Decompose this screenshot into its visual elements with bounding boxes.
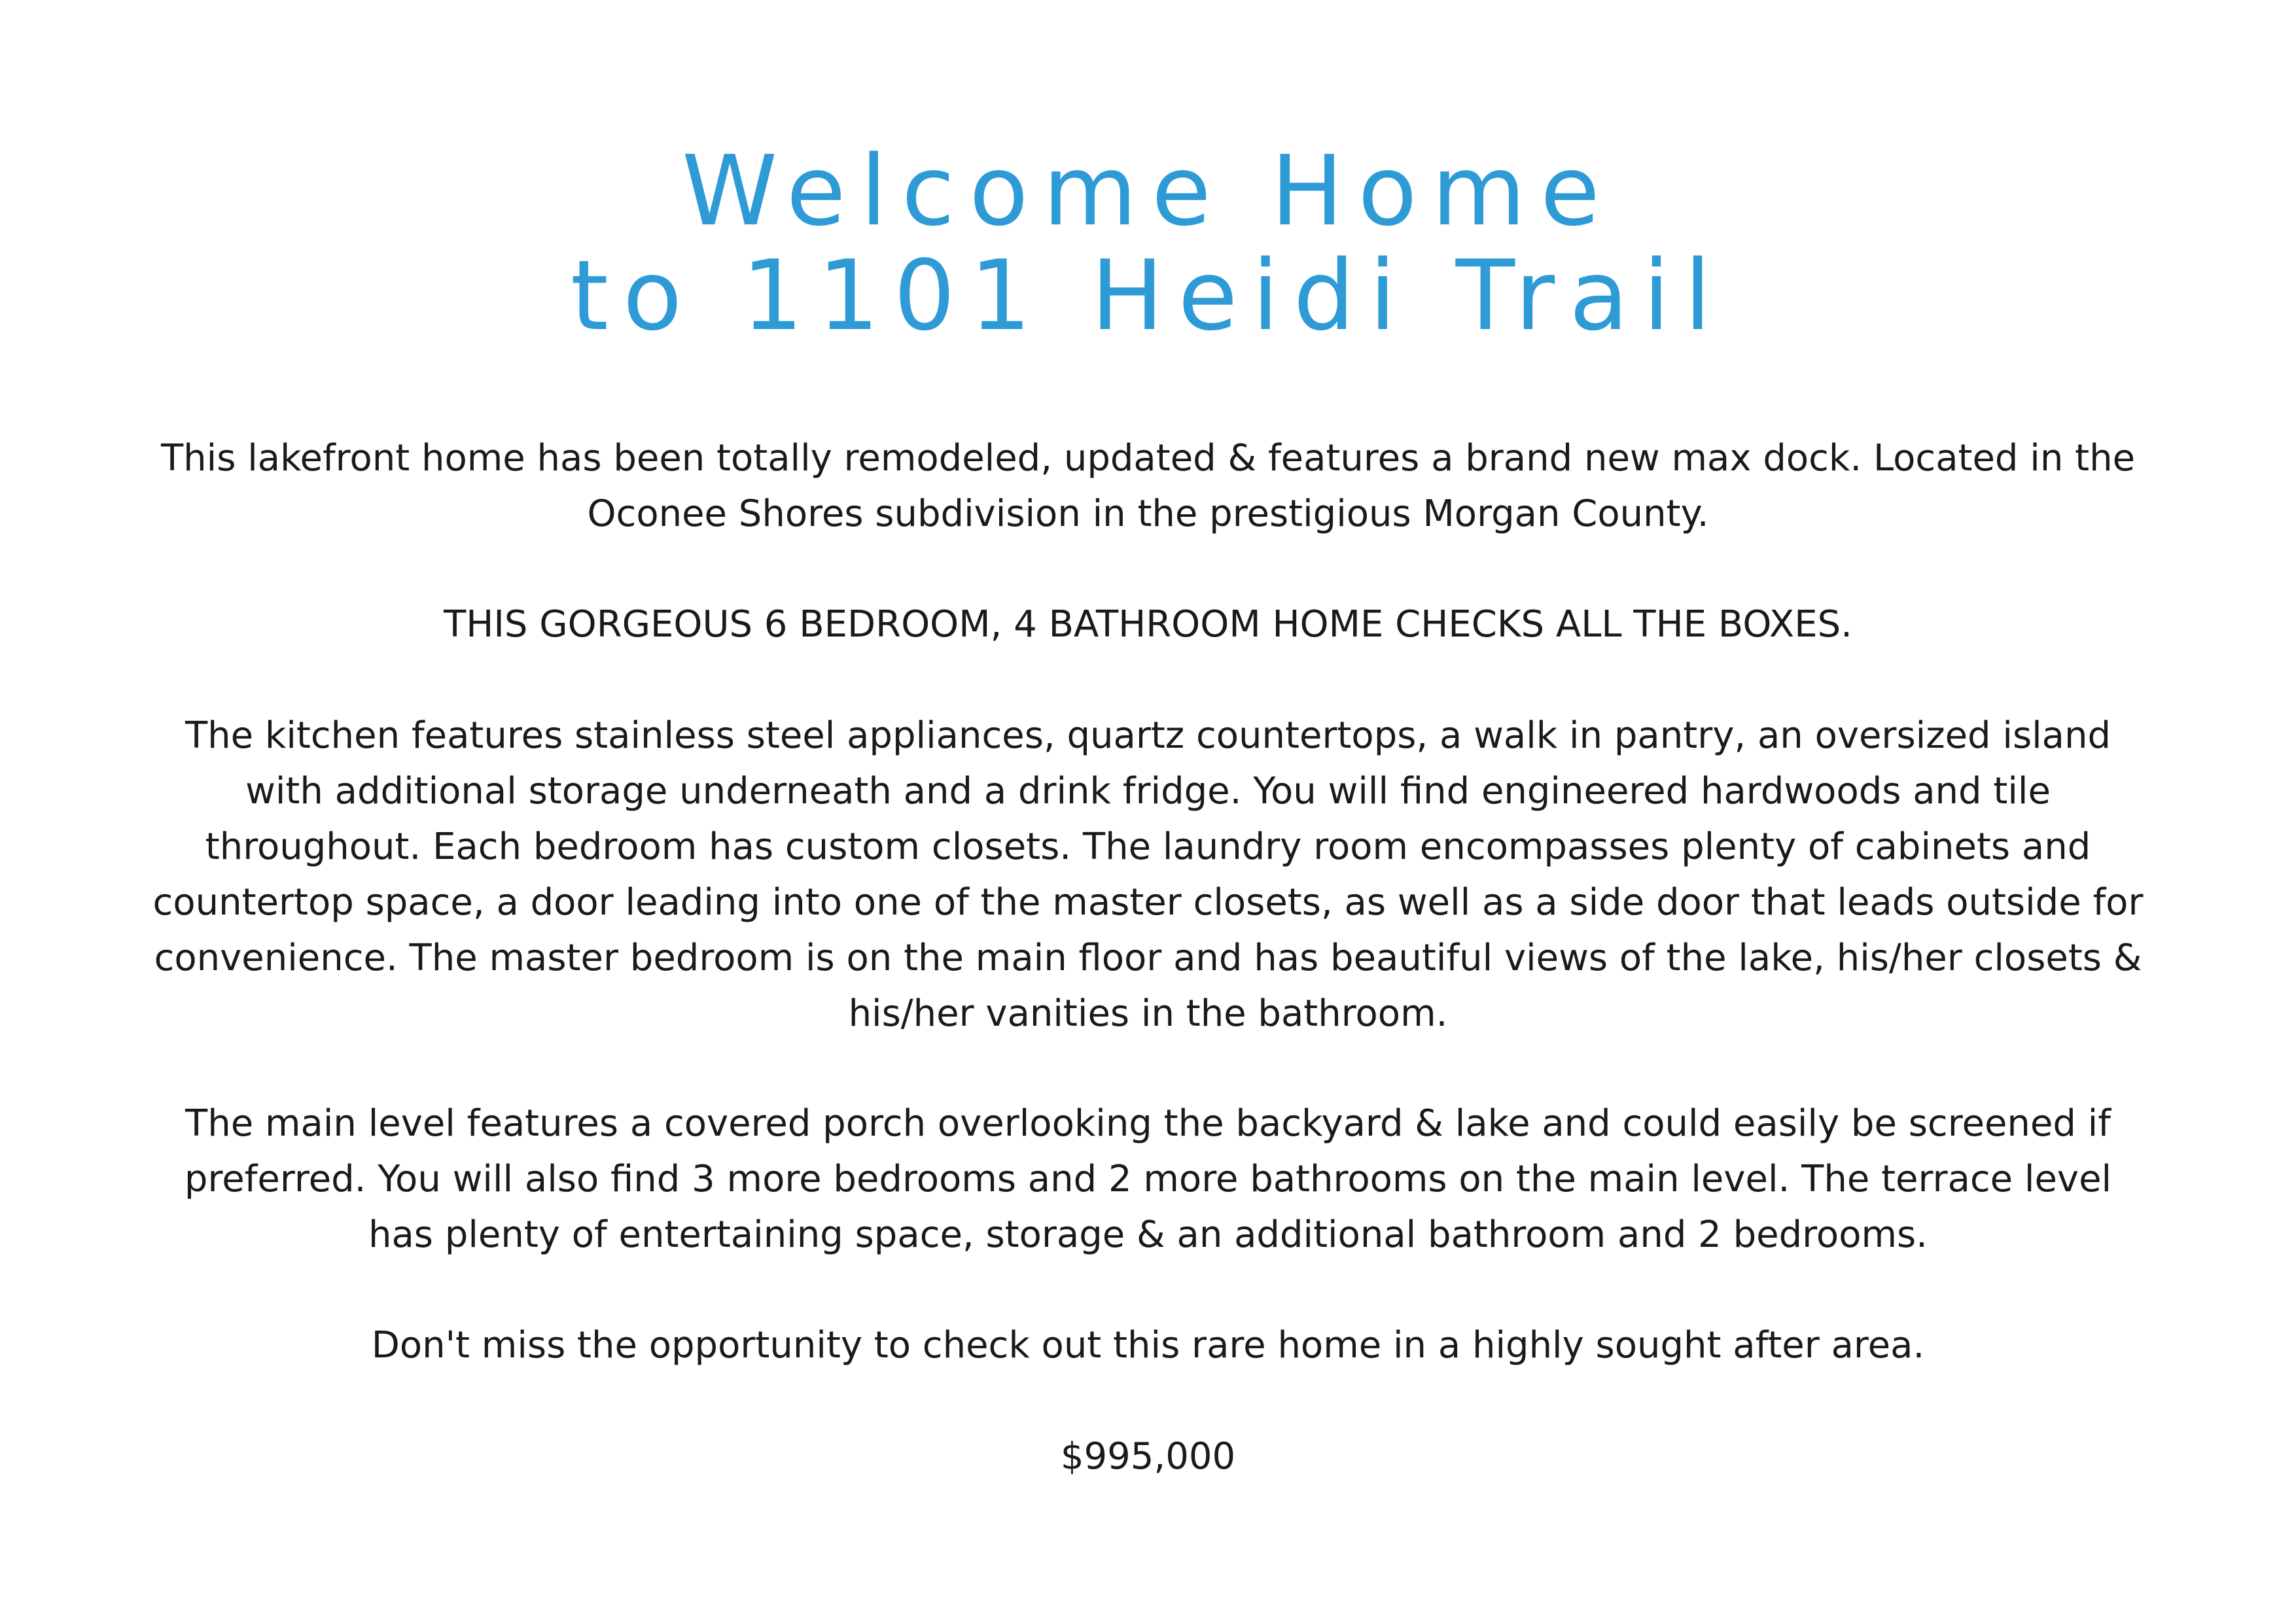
closing-paragraph xyxy=(26,1318,2270,1373)
paragraph-line: throughout. Each bedroom has custom closets. The laundry room encompasses plenty of cabinets and xyxy=(205,826,2091,868)
price-value: $995,000 xyxy=(1060,1435,1236,1478)
paragraph-line: This lakefront home has been totally remodeled, updated & features a brand new max dock. Located in the xyxy=(160,437,2136,480)
paragraph-line: with additional storage underneath and a drink fridge. You will find engineered hardwoods and tile xyxy=(245,770,2051,812)
page-title xyxy=(0,135,2296,352)
paragraph-line: convenience. The master bedroom is on the main floor and has beautiful views of the lake, his/her closets & xyxy=(154,937,2142,979)
paragraph-line: has plenty of entertaining space, storage & an additional bathroom and 2 bedrooms. xyxy=(368,1213,1928,1256)
paragraph-line: The kitchen features stainless steel appliances, quartz countertops, a walk in pantry, an oversized island xyxy=(185,714,2111,757)
main-level-paragraph xyxy=(26,1096,2270,1263)
kitchen-paragraph xyxy=(26,708,2270,1041)
title-line-2: to 1101 Heidi Trail xyxy=(570,239,1726,352)
paragraph-line: Don't miss the opportunity to check out this rare home in a highly sought after area. xyxy=(371,1324,1925,1367)
paragraph-line: his/her vanities in the bathroom. xyxy=(848,992,1448,1035)
paragraph-line: Oconee Shores subdivision in the prestigious Morgan County. xyxy=(587,493,1709,535)
title-line-1: Welcome Home xyxy=(681,135,1615,247)
paragraph-line: The main level features a covered porch overlooking the backyard & lake and could easily be screened if xyxy=(185,1102,2111,1145)
paragraph-line: THIS GORGEOUS 6 BEDROOM, 4 BATHROOM HOME CHECKS ALL THE BOXES. xyxy=(444,603,1852,646)
paragraph-line: countertop space, a door leading into one of the master closets, as well as a side door that leads outside for xyxy=(152,881,2144,924)
intro-paragraph xyxy=(26,430,2270,542)
price xyxy=(26,1429,2270,1484)
paragraph-line: preferred. You will also find 3 more bedrooms and 2 more bathrooms on the main level. The terrace level xyxy=(184,1158,2112,1200)
headline-paragraph xyxy=(26,597,2270,652)
